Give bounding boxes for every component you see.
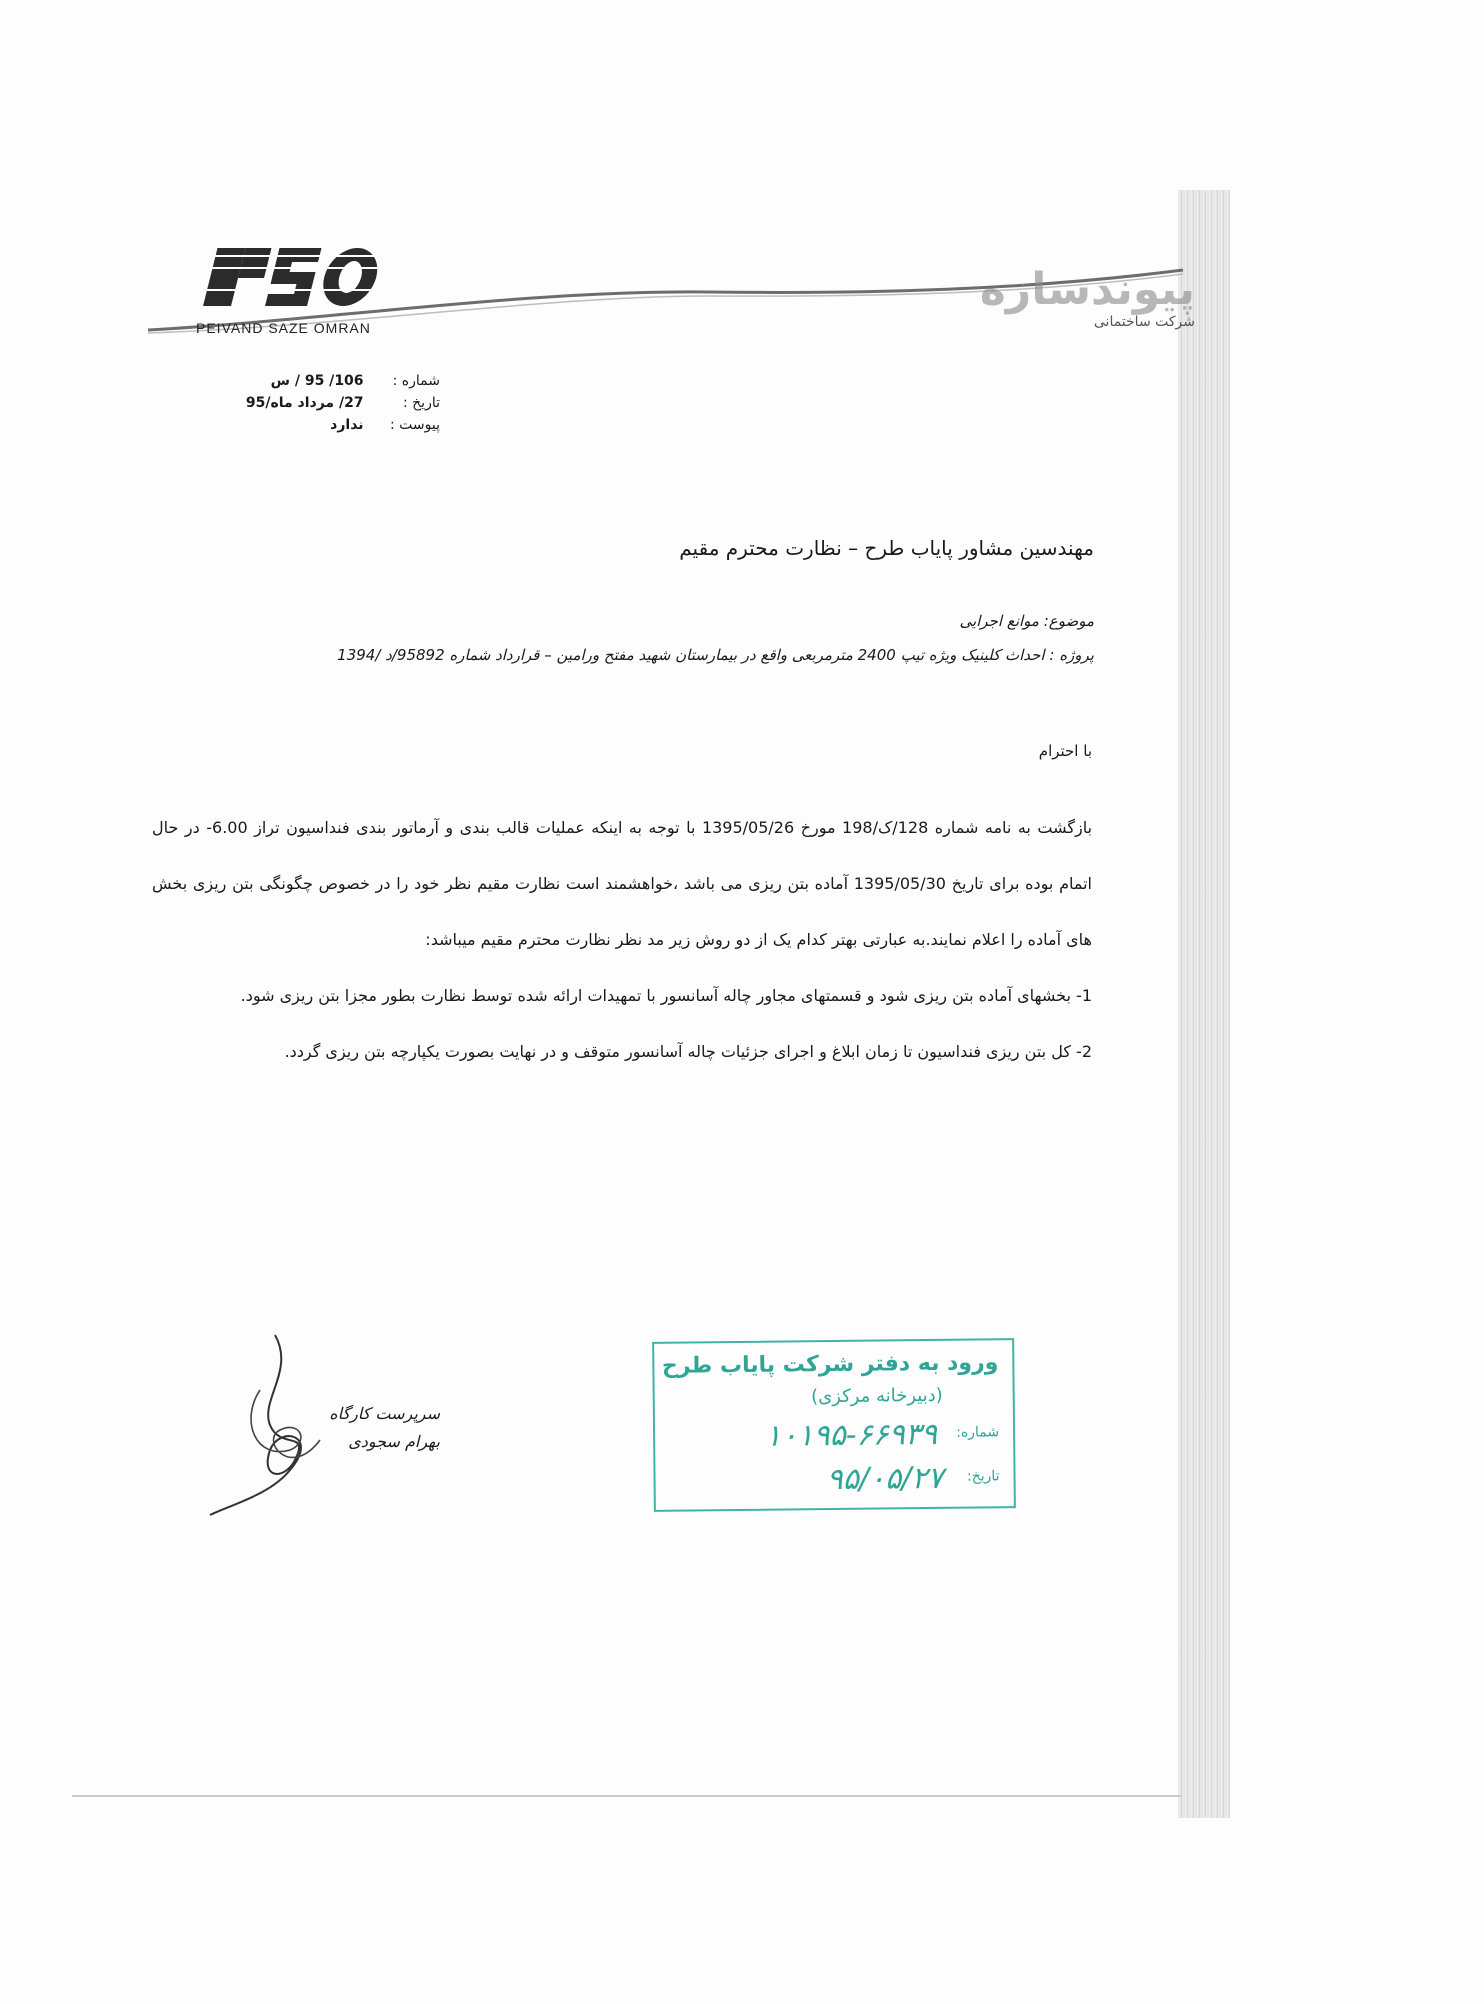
- signature-name: بهرام سجودی: [348, 1432, 440, 1451]
- letter-body: [152, 800, 1092, 1080]
- meta-date-value: 27/ مرداد ماه/95: [245, 395, 364, 411]
- letter-meta: [245, 370, 440, 436]
- signature-title: سرپرست کارگاه: [329, 1404, 440, 1423]
- scan-edge-strip: [1178, 190, 1230, 1818]
- handwritten-signature: [200, 1330, 460, 1520]
- meta-number-label: شماره :: [392, 373, 440, 389]
- received-stamp: [652, 1338, 1016, 1512]
- stamp-line-1: ورود به دفتر شرکت پایاب طرح: [661, 1350, 999, 1379]
- company-type-fa: شرکت ساختمانی: [1093, 314, 1195, 330]
- letter-recipient: مهندسین مشاور پایاب طرح – نظارت محترم مقیم: [679, 536, 1094, 560]
- stamp-number-label: شماره:: [956, 1424, 1000, 1441]
- page-bottom-rule: [72, 1795, 1182, 1797]
- body-option-1: 1- بخشهای آماده بتن ریزی شود و قسمتهای مجاور چاله آسانسور با تمهیدات ارائه شده توسط نظارت بطور مجزا بتن ریزی شود.: [240, 986, 1092, 1005]
- letter-project: پروژه : احداث کلینیک ویژه تیپ 2400 مترمربعی واقع در بیمارستان شهید مفتح ورامین – قرارداد شماره 95892/د /1394: [337, 646, 1094, 664]
- meta-attachment-label: پیوست :: [390, 417, 440, 433]
- meta-date-row: [245, 392, 440, 414]
- stamp-date-label: تاریخ:: [966, 1468, 1000, 1485]
- letter-greeting: با احترام: [1038, 742, 1092, 760]
- meta-number-row: [250, 370, 440, 392]
- stamp-line-2: (دبیرخانه مرکزی): [810, 1384, 943, 1408]
- meta-attachment-row: [250, 414, 440, 436]
- body-option-2: 2- کل بتن ریزی فنداسیون تا زمان ابلاغ و اجرای جزئیات چاله آسانسور متوقف و در نهایت بصورت یکپارچه بتن ریزی گردد.: [284, 1042, 1092, 1061]
- meta-date-label: تاریخ :: [402, 395, 440, 411]
- meta-number-value: 106/ 95 / س: [270, 373, 364, 389]
- meta-attachment-value: ندارد: [330, 417, 364, 433]
- stamp-date-value: ۹۵/۰۵/۲۷: [826, 1460, 944, 1498]
- company-brand-fa: [979, 264, 1195, 330]
- body-paragraph-1: بازگشت به نامه شماره 128/ک/198 مورخ 1395/05/26 با توجه به اینکه عملیات قالب بندی و آرماتور بندی فنداسیون تراز 6.00- در حال اتمام بوده برای تاریخ 1395/05/30 آماده بتن ریزی می باشد ،خواهشمند است نظارت مقیم نظر خود را در خصوص چگونگی بتن ریزی بخش های آماده را اعلام نمایند.به عبارتی بهتر کدام یک از دو روش زیر مد نظر نظارت محترم مقیم میباشد:: [152, 818, 1093, 949]
- letter-subject: موضوع: موانع اجرایی: [959, 612, 1094, 630]
- company-name-fa: پیوندسازه: [979, 264, 1195, 315]
- logo-caption: PEIVAND SAZE OMRAN: [196, 320, 371, 336]
- stamp-number-value: ۱۰۱۹۵-۶۶۹۳۹: [764, 1416, 938, 1454]
